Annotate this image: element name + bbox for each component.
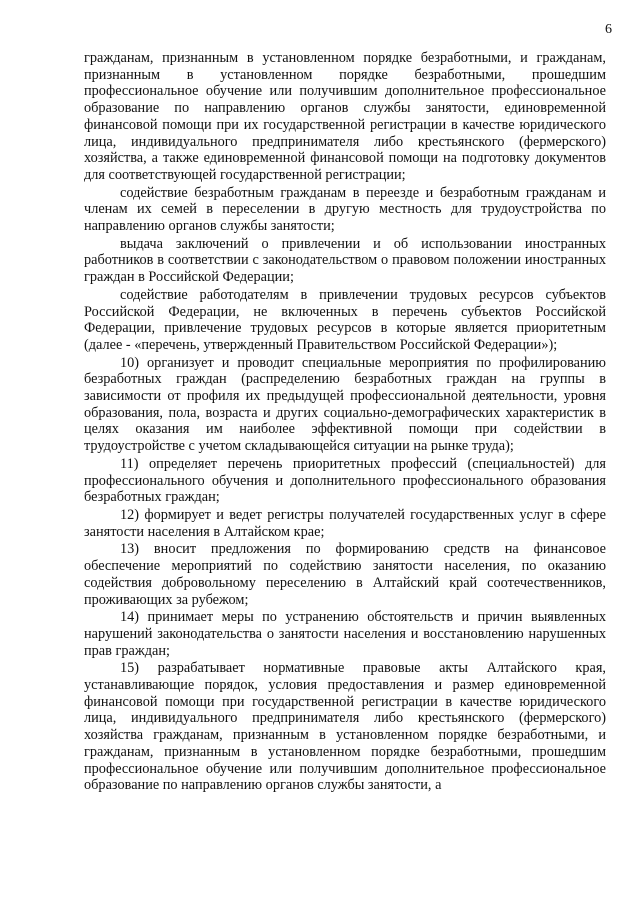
paragraph: содействие работодателям в привлечении трудовых ресурсов субъектов Российской Федерации, не включенных в перечень субъектов Российской Федерации, привлечение трудовых ресурсов в которые является приоритетным (далее - «перечень, утвержденный Правительством Российской Федерации»); <box>84 286 606 353</box>
paragraph: гражданам, признанным в установленном порядке безработными, и гражданам, признанным в установленном порядке безработными, прошедшим профессиональное обучение или получившим дополнительное профессиональное образование по направлению органов службы занятости, единовременной финансовой помощи при их государственной регистрации в качестве юридического лица, индивидуального предпринимателя либо крестьянского (фермерского) хозяйства, а также единовременной финансовой помощи на подготовку документов для соответствующей государственной регистрации; <box>84 50 606 183</box>
paragraph: 13) вносит предложения по формированию средств на финансовое обеспечение мероприятий по содействию занятости населения, по оказанию содействия добровольному переселению в Алтайский край соотечественников, проживающих за рубежом; <box>84 541 606 608</box>
page-number: 6 <box>605 22 612 37</box>
paragraph: 10) организует и проводит специальные мероприятия по профилированию безработных граждан (распределению безработных граждан на группы в зависимости от профиля их предыдущей профессиональной деятельности, уровня образования, пола, возраста и других социально-демографических характеристик в целях оказания им наиболее эффективной помощи при содействии в трудоустройстве с учетом складывающейся ситуации на рынке труда); <box>84 354 606 455</box>
document-body <box>84 50 606 795</box>
paragraph: 15) разрабатывает нормативные правовые акты Алтайского края, устанавливающие порядок, условия предоставления и размер единовременной финансовой помощи при государственной регистрации в качестве юридического лица, индивидуального предпринимателя либо крестьянского (фермерского) хозяйства гражданам, признанным в установленном порядке безработными, и гражданам, признанным в установленном порядке безработными, прошедшим профессиональное обучение или получившим дополнительное профессиональное образование по направлению органов службы занятости, а <box>84 660 606 794</box>
paragraph: 12) формирует и ведет регистры получателей государственных услуг в сфере занятости населения в Алтайском крае; <box>84 506 606 540</box>
paragraph: содействие безработным гражданам в переезде и безработным гражданам и членам их семей в переселении в другую местность для трудоустройства по направлению органов службы занятости; <box>84 184 606 235</box>
paragraph: выдача заключений о привлечении и об использовании иностранных работников в соответствии с законодательством о правовом положении иностранных граждан в Российской Федерации; <box>84 235 606 286</box>
paragraph: 14) принимает меры по устранению обстоятельств и причин выявленных нарушений законодательства о занятости населения и восстановлению нарушенных прав граждан; <box>84 609 606 659</box>
paragraph: 11) определяет перечень приоритетных профессий (специальностей) для профессионального обучения и дополнительного профессионального образования безработных граждан; <box>84 455 606 506</box>
